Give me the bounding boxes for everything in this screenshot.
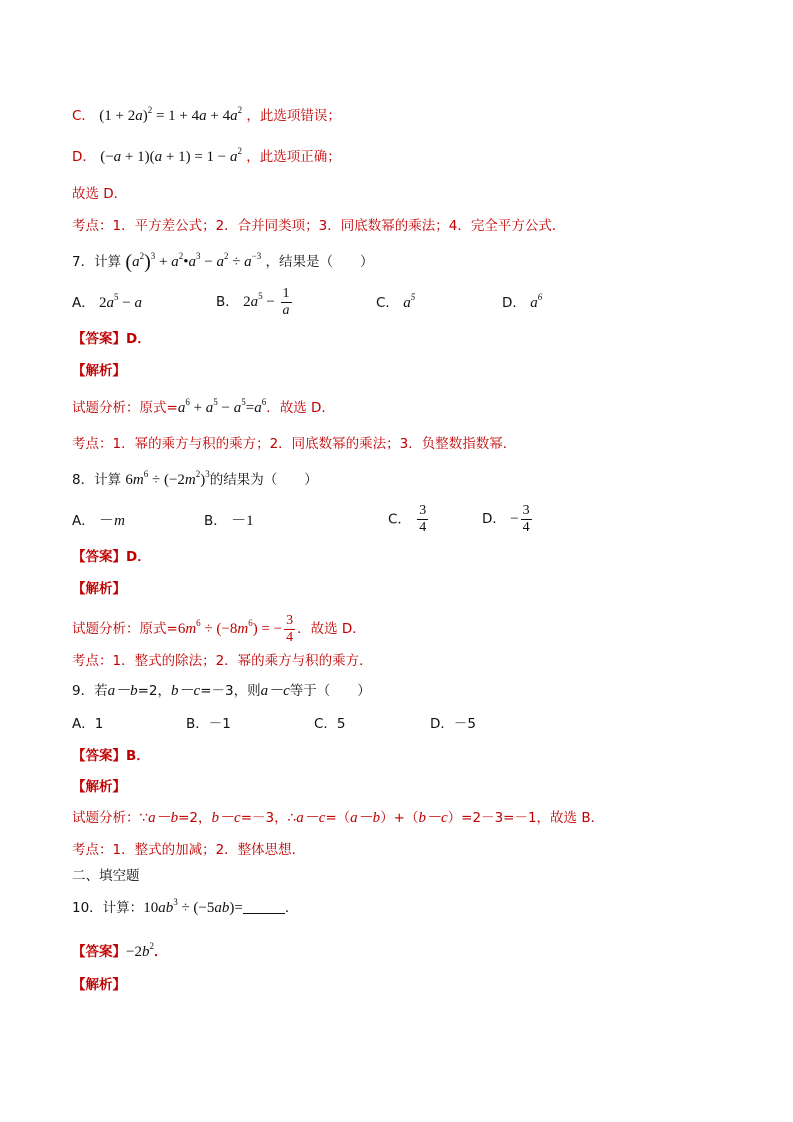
q9-option-b: B．－1 — [186, 716, 231, 732]
q7-option-a — [72, 293, 142, 313]
q8-option-d — [482, 503, 534, 536]
q10-answer — [72, 942, 167, 962]
q7-stem-prefix: 7．计算 — [72, 254, 122, 270]
q10-answer-value: $-2b^2$ — [126, 941, 154, 960]
q9-analysis-e: ）+（ — [380, 810, 419, 826]
q9-analysis-d: =（ — [325, 810, 351, 826]
q9-analysis-a: 试题分析：∵ — [72, 810, 149, 826]
q8-option-b-value: －1 — [231, 513, 254, 529]
q9-option-c: C．5 — [314, 716, 346, 732]
q9-stem-prefix: 9．若 — [72, 683, 108, 699]
q9-stem — [72, 681, 371, 701]
q10-answer-suffix: ． — [153, 944, 168, 960]
q7-analysis-prefix: 试题分析：原式= — [72, 400, 178, 416]
q10-expression: $10ab^3 \div (-5ab)=$ — [143, 897, 243, 916]
q8-option-c — [388, 503, 430, 536]
q8-analysis — [72, 613, 366, 646]
q8-stem-suffix: 的结果为（ ） — [209, 472, 318, 488]
q9-var-ab: a－b — [107, 683, 138, 699]
q7-stem-suffix: ，结果是（ ） — [265, 254, 374, 270]
q7-stem — [72, 252, 374, 272]
kaodian-6: 考点：1．平方差公式；2．合并同类项；3．同底数幂的乘法；4．完全平方公式． — [72, 218, 566, 234]
q10-stem-prefix: 10．计算： — [72, 900, 144, 916]
q9-analysis-f: ）=2－3=－1，故选 B． — [447, 810, 605, 826]
q8-option-a-label: A． — [72, 513, 95, 529]
q8-option-d-label: D． — [482, 510, 506, 527]
q8-option-a — [72, 511, 125, 531]
q8-option-d-value: − $\frac{3}{4}$ — [510, 503, 530, 535]
option-d-label: D． — [72, 149, 96, 165]
choose-d: 故选 D． — [72, 186, 128, 202]
q7-answer: 【答案】D． — [72, 331, 151, 347]
option-c-tail: ，此选项错误； — [246, 108, 341, 124]
q7-option-b-value: $2a^5$ − $\frac{1}{a}$ — [243, 286, 290, 318]
q8-analysis-title: 【解析】 — [72, 581, 126, 597]
q8-stem-prefix: 8．计算 — [72, 472, 122, 488]
option-c-formula: $(1 + 2a)^2 = 1 + 4a + 4a^2$ — [99, 105, 243, 124]
q7-option-d — [502, 293, 542, 313]
q7-analysis-suffix: ．故选 D． — [266, 400, 335, 416]
q8-stem — [72, 470, 318, 490]
q9-analysis-bc: b－c — [211, 810, 241, 826]
q8-kaodian: 考点：1．整式的除法；2．幂的乘方与积的乘方． — [72, 653, 373, 669]
option-c-label: C． — [72, 108, 95, 124]
q10-answer-prefix: 【答案】 — [72, 944, 126, 960]
q9-option-d: D．－5 — [430, 716, 476, 732]
q9-analysis-ac: a－c — [296, 810, 326, 826]
option-d-formula: $(-a + 1)(a + 1) = 1 - a^2$ — [100, 146, 242, 165]
q10-stem — [72, 898, 298, 918]
option-d-line — [72, 147, 341, 167]
q7-analysis-title: 【解析】 — [72, 363, 126, 379]
q9-analysis-b: =2， — [178, 810, 212, 826]
q9-option-a: A．1 — [72, 716, 104, 732]
q9-analysis-ab2: a－b — [350, 810, 381, 826]
q8-answer: 【答案】D． — [72, 549, 151, 565]
q7-option-c-label: C． — [376, 295, 399, 311]
q7-option-d-value: $a^6$ — [530, 292, 543, 311]
q7-expression: $(a^2)^3$ + $a^2•a^3 - a^2 \div a^{-3}$ — [125, 251, 262, 273]
q8-option-b — [204, 511, 254, 531]
q7-analysis-formula: $a^6 + a^5 - a^5=a^6$ — [177, 397, 267, 416]
q10-stem-suffix: ． — [284, 900, 299, 916]
q8-analysis-suffix: ．故选 D． — [297, 620, 366, 637]
q8-expression: $6m^6 \div (-2m^2)^3$ — [125, 469, 210, 488]
q8-analysis-prefix: 试题分析：原式= — [72, 620, 178, 637]
q8-option-b-label: B． — [204, 513, 227, 529]
q9-answer: 【答案】B． — [72, 748, 150, 764]
q7-option-c — [376, 293, 415, 313]
q7-option-b — [216, 286, 294, 319]
q8-analysis-formula: $6m^6 \div (-8m^6)$ = − $\frac{3}{4}$ — [177, 613, 294, 645]
q8-option-c-value: $\frac{3}{4}$ — [419, 503, 427, 535]
q9-var-ac: a－c — [260, 683, 290, 699]
q9-analysis — [72, 808, 604, 828]
option-d-tail: ，此选项正确； — [246, 149, 341, 165]
q8-option-c-label: C． — [388, 511, 411, 528]
q9-analysis-title: 【解析】 — [72, 779, 126, 795]
q9-analysis-bc2: b－c — [418, 810, 448, 826]
q7-option-a-value: $2a^5 - a$ — [99, 292, 143, 311]
q9-analysis-ab: a－b — [148, 810, 179, 826]
q10-blank[interactable] — [243, 899, 285, 914]
q7-kaodian: 考点：1．幂的乘方与积的乘方；2．同底数幂的乘法；3．负整数指数幂． — [72, 436, 517, 452]
q7-option-a-label: A． — [72, 295, 95, 311]
section-heading-fill-blank: 二、填空题 — [72, 868, 140, 884]
q9-stem-suffix: 等于（ ） — [289, 683, 371, 699]
q9-stem-mid2: =－3，则 — [200, 683, 261, 699]
q9-analysis-c: =－3，∴ — [240, 810, 297, 826]
q9-stem-mid1: =2， — [137, 683, 172, 699]
q7-option-b-label: B． — [216, 293, 239, 310]
q7-analysis — [72, 398, 335, 418]
q7-option-c-value: $a^5$ — [403, 292, 416, 311]
q7-option-d-label: D． — [502, 295, 526, 311]
q9-var-bc: b－c — [171, 683, 201, 699]
q8-option-a-value: －m — [99, 513, 125, 529]
option-c-line — [72, 106, 341, 126]
q9-kaodian: 考点：1．整式的加减；2．整体思想． — [72, 842, 306, 858]
q10-analysis-title: 【解析】 — [72, 977, 126, 993]
